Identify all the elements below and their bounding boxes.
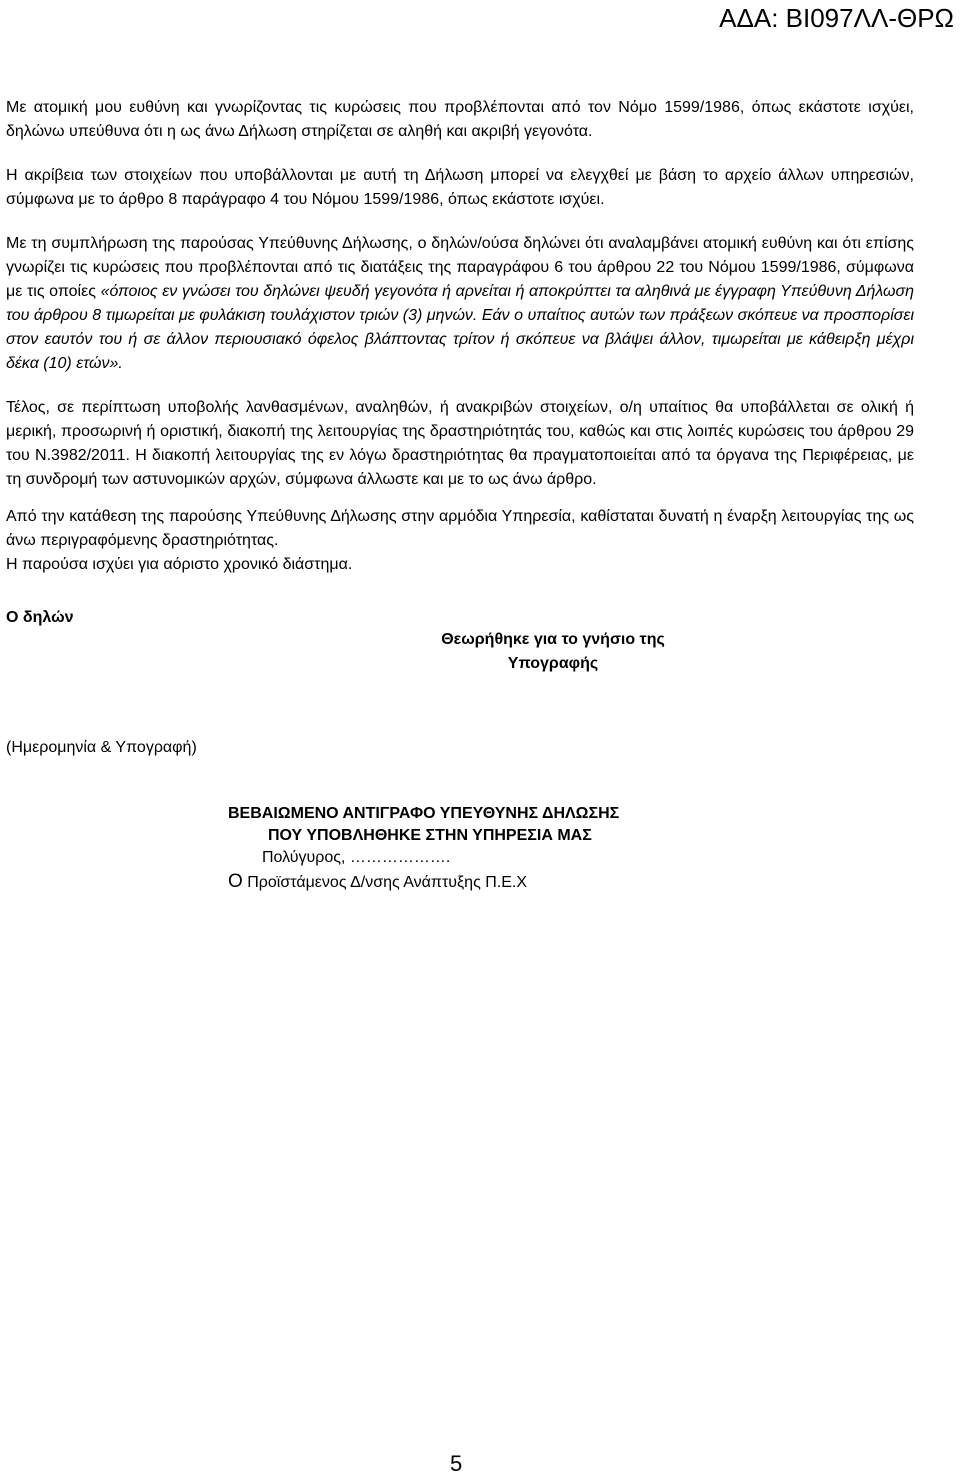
paragraph-penalties (6, 232, 914, 376)
declarant-label: Ο δηλών (6, 609, 74, 626)
certified-copy-title-line-2: ΠΟΥ ΥΠΟΒΛΗΘΗΚΕ ΣΤΗΝ ΥΠΗΡΕΣΙΑ ΜΑΣ (268, 827, 592, 844)
paragraph-false-data: Τέλος, σε περίπτωση υποβολής λανθασμένων, αναληθών, ή ανακριβών στοιχείων, ο/η υπαίτιος θα υποβάλλεται σε ολική ή μερική, προσωρινή ή οριστική, διακοπή της λειτουργίας της δραστηριότητάς του, καθώς και στις λοιπές κυρώσεις του άρθρου 29 του Ν.3982/2011. Η διακοπή λειτουργίας της εν λόγω δραστηριότητας θα πραγματοποιείται από τα όργανα της Περιφέρειας, με τη συνδρομή των αστυνομικών αρχών, σύμφωνα άλλωστε και με το ως άνω άρθρο. (6, 399, 914, 488)
head-title: Προϊστάμενος Δ/νσης Ανάπτυξης Π.Ε.Χ (247, 874, 528, 891)
paragraph-start-operation: Από την κατάθεση της παρούσης Υπεύθυνης Δήλωσης στην αρμόδια Υπηρεσία, καθίσταται δυνατή η έναρξη λειτουργίας της ως άνω περιγραφόμενης δραστηριότητας. (6, 508, 914, 549)
certification-line-2: Υπογραφής (507, 655, 599, 672)
penalties-quote: «όποιος εν γνώσει του δηλώνει ψευδή γεγονότα ή αρνείται ή αποκρύπτει τα αληθινά με έγγραφη Υπεύθυνη Δήλωση του άρθρου 8 τιμωρείται με φυλάκιση τουλάχιστον τριών (3) μηνών. Εάν ο υπαίτιος αυτών των πράξεων σκόπευε να προσπορίσει στον εαυτόν του ή σε άλλον περιουσιακό όφελος βλάπτοντας τρίτον ή σκόπευε να βλάψει άλλον, τιμωρείται με κάθειρξη μέχρι δέκα (10) ετών». (6, 283, 914, 372)
ada-code: ΑΔΑ: ΒΙ097ΛΛ-ΘΡΩ (719, 3, 954, 33)
page-number: 5 (450, 1451, 463, 1476)
certification-block (400, 628, 706, 676)
place-date-line: Πολύγυρος, ………………. (262, 849, 451, 866)
certification-line-1: Θεωρήθηκε για το γνήσιο της (441, 631, 665, 648)
head-article: Ο (228, 871, 243, 892)
certified-copy-block (228, 803, 619, 896)
penalties-text: Με τη συμπλήρωση της παρούσας Υπεύθυνης Δήλωσης, ο δηλών/ούσα δηλώνει ότι αναλαμβάνει ατομική ευθύνη και ότι επίσης γνωρίζει τις κυρώσεις που προβλέπονται από τις διατάξεις της παραγράφου 6 του άρθρου 22 του Νόμου 1599/1986, σύμφωνα με τις οποίες (6, 235, 914, 300)
head-of-directorate (228, 869, 619, 896)
declaration-body (6, 96, 914, 577)
date-and-signature-label: (Ημερομηνία & Υπογραφή) (6, 739, 197, 756)
paragraph-validity: Η παρούσα ισχύει για αόριστο χρονικό διάστημα. (6, 556, 353, 573)
paragraph-accuracy: Η ακρίβεια των στοιχείων που υποβάλλονται με αυτή τη Δήλωση μπορεί να ελεγχθεί με βάση το αρχείο άλλων υπηρεσιών, σύμφωνα με το άρθρο 8 παράγραφο 4 του Νόμου 1599/1986, όπως εκάστοτε ισχύει. (6, 167, 914, 208)
certified-copy-title-line-1: ΒΕΒΑΙΩΜΕΝΟ ΑΝΤΙΓΡΑΦΟ ΥΠΕΥΘΥΝΗΣ ΔΗΛΩΣΗΣ (228, 805, 620, 822)
paragraph-responsibility: Με ατομική μου ευθύνη και γνωρίζοντας τις κυρώσεις που προβλέπονται από τον Νόμο 1599/1986, όπως εκάστοτε ισχύει, δηλώνω υπεύθυνα ότι η ως άνω Δήλωση στηρίζεται σε αληθή και ακριβή γεγονότα. (6, 99, 914, 140)
